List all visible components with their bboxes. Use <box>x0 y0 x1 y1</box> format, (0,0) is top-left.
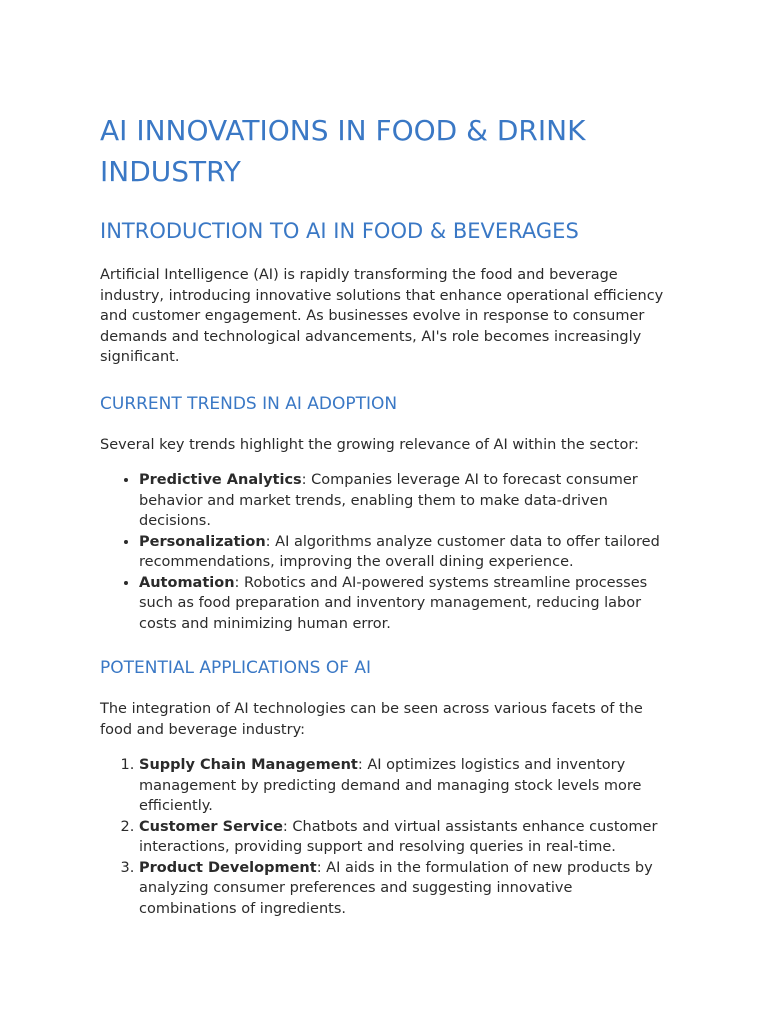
list-item <box>139 470 668 532</box>
list-item <box>139 755 668 817</box>
list-item-term: Automation <box>139 574 235 591</box>
list-item-term: Product Development <box>139 859 317 876</box>
section-heading-introduction: INTRODUCTION TO AI IN FOOD & BEVERAGES <box>100 219 579 243</box>
list-item <box>139 532 668 573</box>
list-item-text: : AI optimizes logistics and inventory management by predicting demand and managing stock levels more efficiently. <box>139 757 642 814</box>
list-item-term: Supply Chain Management <box>139 757 358 773</box>
section-heading-applications: POTENTIAL APPLICATIONS OF AI <box>100 658 372 678</box>
trends-list <box>100 470 668 634</box>
list-item <box>139 573 668 635</box>
section-heading-trends: CURRENT TRENDS IN AI ADOPTION <box>100 393 398 414</box>
list-item-text: : Chatbots and virtual assistants enhance customer interactions, providing support and resolving queries in real-time. <box>139 818 658 855</box>
list-item-text: : Companies leverage AI to forecast consumer behavior and market trends, enabling them to make data-driven decisions. <box>139 472 638 529</box>
list-item-text: : AI algorithms analyze customer data to offer tailored recommendations, improving the overall dining experience. <box>139 533 660 570</box>
trends-paragraph: Several key trends highlight the growing relevance of AI within the sector: <box>100 436 639 453</box>
list-item <box>139 817 668 858</box>
list-item-text: : Robotics and AI-powered systems streamline processes such as food preparation and inventory management, reducing labor costs and minimizing human error. <box>139 574 648 632</box>
document-title: AI INNOVATIONS IN FOOD & DRINK INDUSTRY <box>100 114 586 188</box>
list-item-term: Customer Service <box>139 818 283 835</box>
list-item-term: Predictive Analytics <box>139 472 302 488</box>
applications-paragraph: The integration of AI technologies can be seen across various facets of the food and beverage industry: <box>100 701 643 738</box>
list-item-term: Personalization <box>139 533 266 550</box>
list-item <box>139 858 668 920</box>
applications-list <box>100 755 668 919</box>
introduction-paragraph: Artificial Intelligence (AI) is rapidly transforming the food and beverage industry, introducing innovative solutions that enhance operational efficiency and customer engagement. As businesses evolve in response to consumer demands and technological advancements, AI's role becomes increasingly significant. <box>100 267 664 365</box>
list-item-text: : AI aids in the formulation of new products by analyzing consumer preferences and suggesting innovative combinations of ingredients. <box>139 859 653 917</box>
